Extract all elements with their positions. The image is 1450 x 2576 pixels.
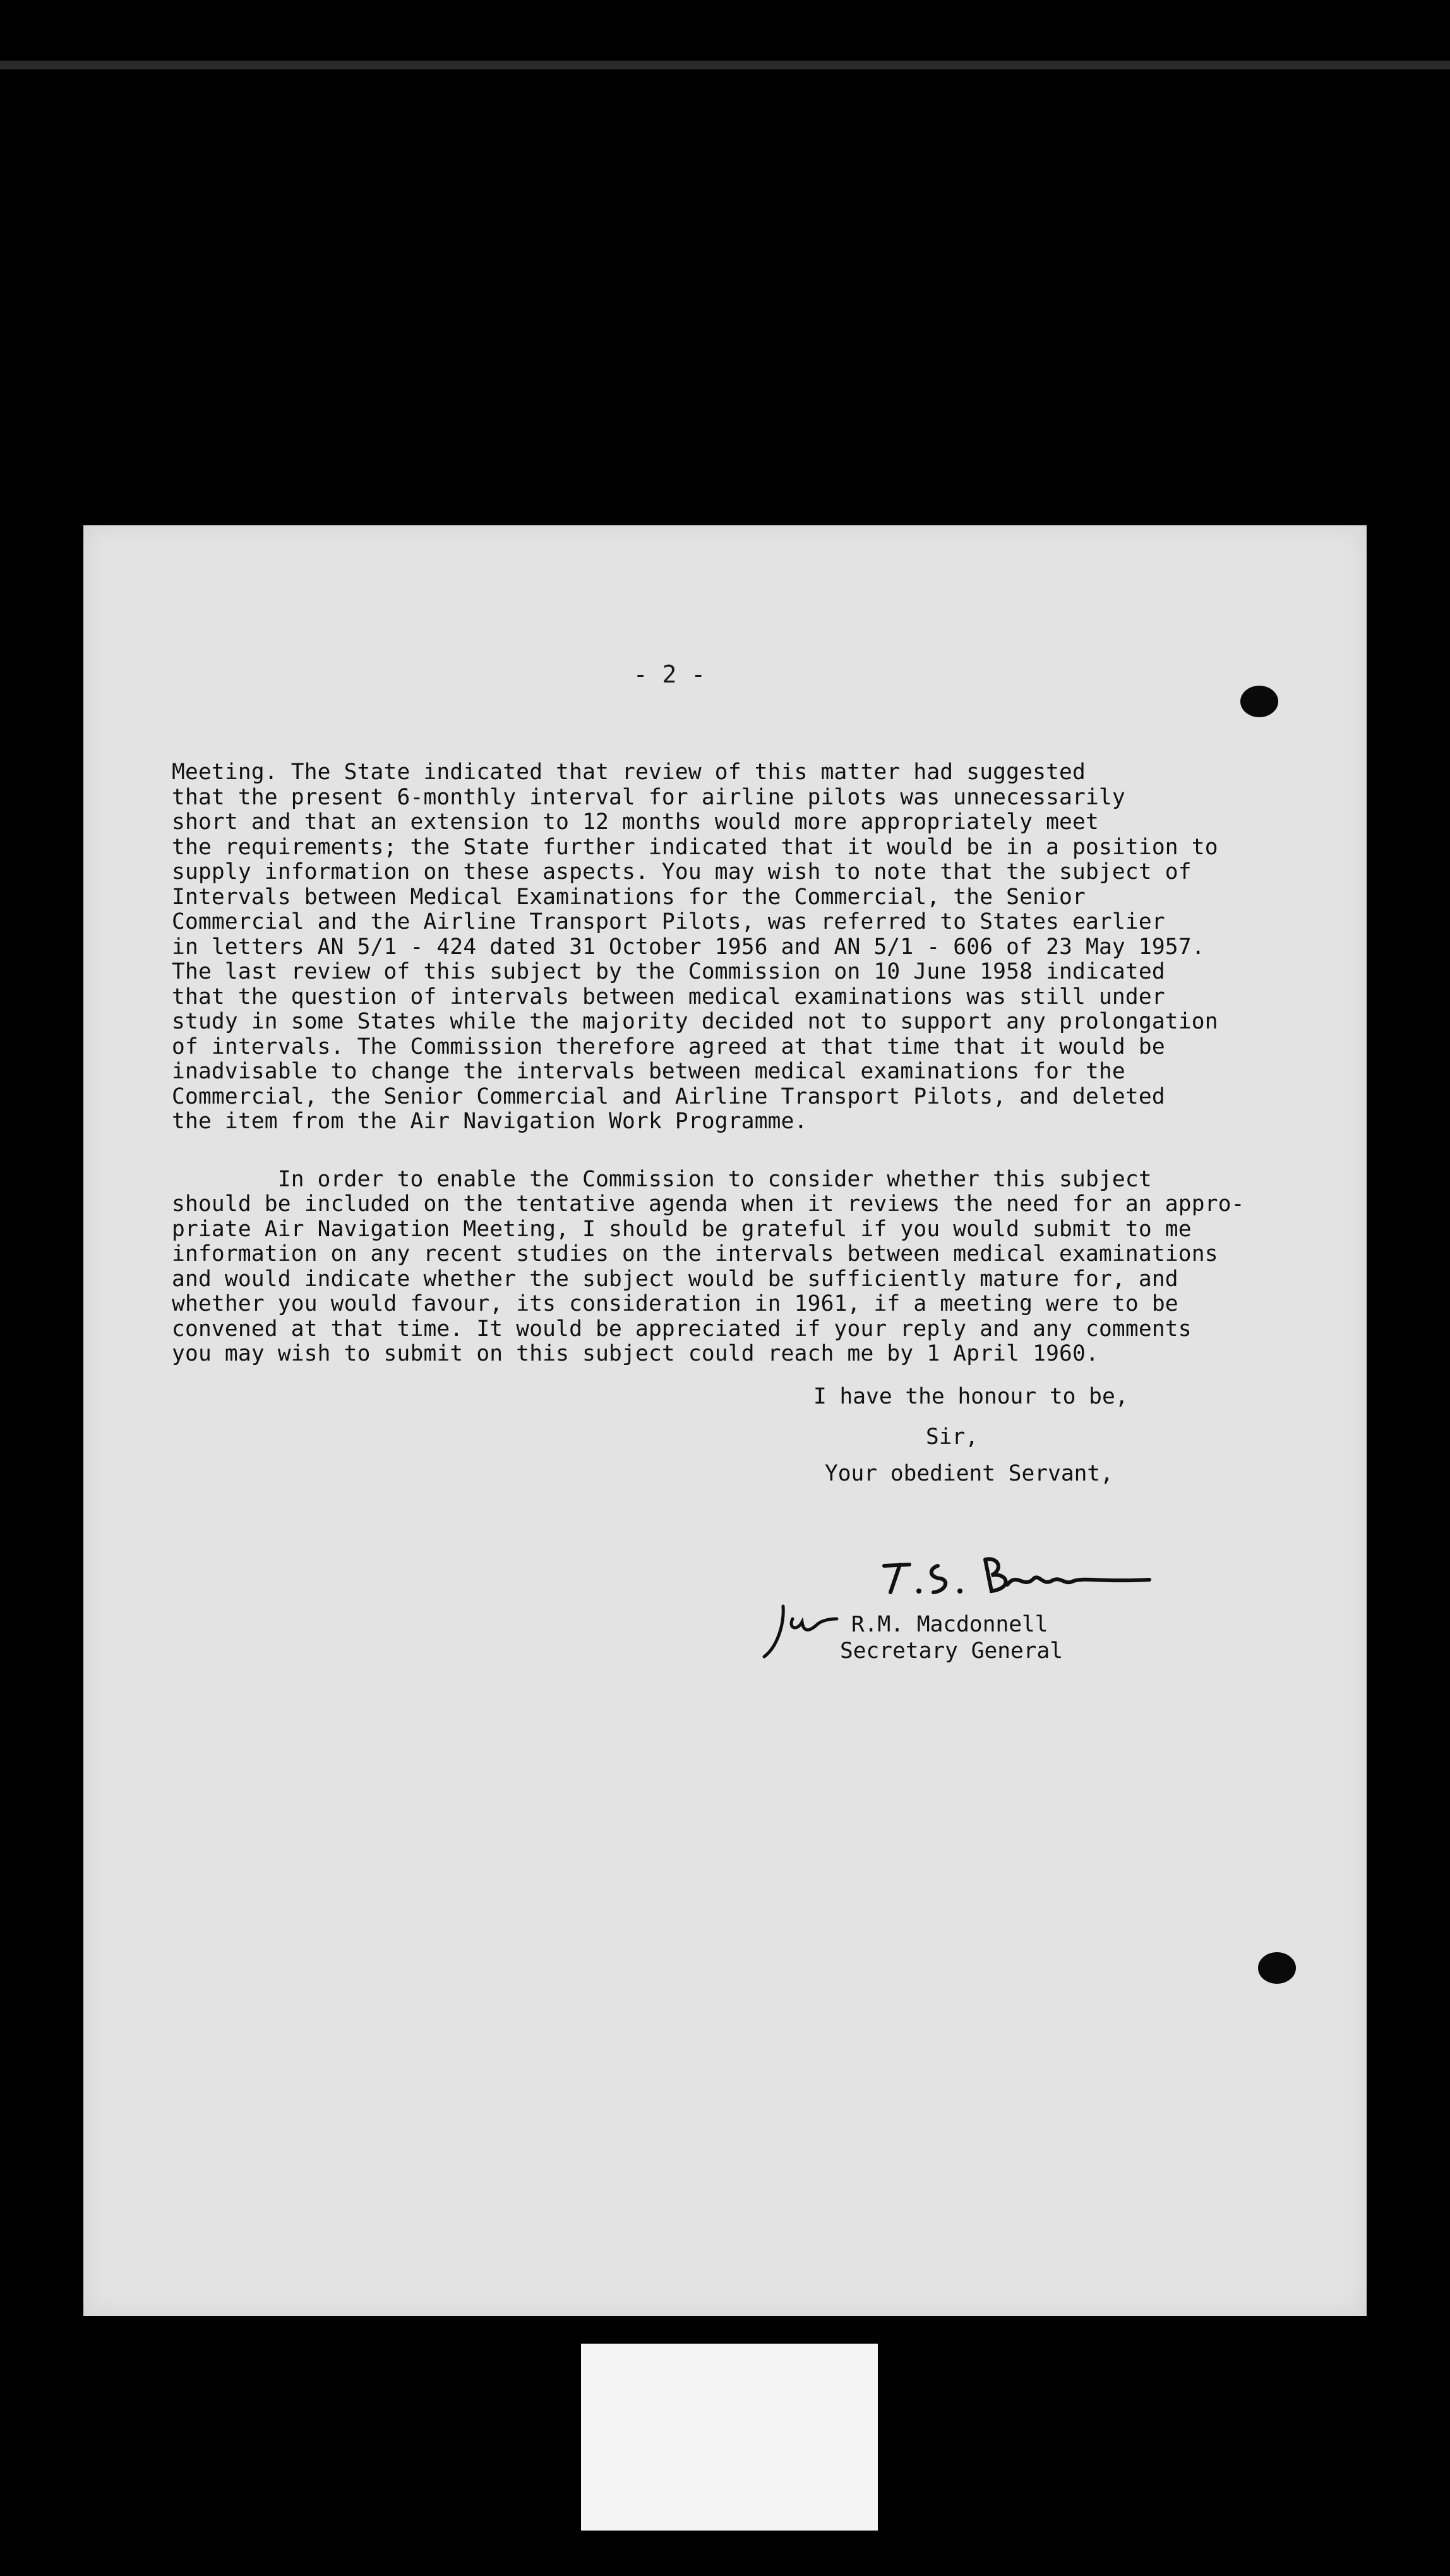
punch-hole-top — [1240, 686, 1278, 717]
text-line: that the question of intervals between medical examinations was still under — [172, 984, 1165, 1010]
text-line: Commercial, the Senior Commercial and Airline Transport Pilots, and deleted — [172, 1083, 1165, 1109]
text-line: Meeting. The State indicated that review of this matter had suggested — [172, 760, 1086, 785]
handwritten-initials — [758, 1594, 840, 1663]
paragraph-2 — [172, 1166, 1245, 1367]
text-line: that the present 6-monthly interval for airline pilots was unnecessarily — [172, 784, 1125, 810]
text-line: priate Air Navigation Meeting, I should be grateful if you would submit to me — [172, 1216, 1192, 1242]
letter-body — [172, 760, 1245, 1367]
signatory-title: Secretary General — [840, 1638, 1064, 1664]
text-line: should be included on the tentative agenda when it reviews the need for an appro- — [172, 1191, 1245, 1217]
text-line: Intervals between Medical Examinations for the Commercial, the Senior — [172, 884, 1086, 910]
signatory-name: R.M. Macdonnell — [851, 1612, 1048, 1637]
paragraph-1 — [172, 760, 1218, 1135]
text-line: of intervals. The Commission therefore agreed at that time that it would be — [172, 1034, 1165, 1059]
blank-label-card — [581, 2344, 878, 2531]
closing-line-2: Sir, — [926, 1424, 979, 1450]
text-line: inadvisable to change the intervals between medical examinations for the — [172, 1059, 1125, 1084]
text-line: whether you would favour, its consideration in 1961, if a meeting were to be — [172, 1291, 1178, 1316]
paragraph-gap — [172, 1135, 1207, 1167]
text-line: information on any recent studies on the intervals between medical examinations — [172, 1241, 1218, 1267]
text-line: The last review of this subject by the Commission on 10 June 1958 indicated — [172, 959, 1165, 984]
text-line: you may wish to submit on this subject could reach me by 1 April 1960. — [172, 1341, 1099, 1366]
text-line: short and that an extension to 12 months would more appropriately meet — [172, 809, 1099, 835]
page-number: - 2 - — [633, 660, 706, 688]
text-line: In order to enable the Commission to consider whether this subject — [172, 1166, 1152, 1192]
signatory-block — [840, 1611, 1063, 1664]
text-line: supply information on these aspects. You may wish to note that the subject of — [172, 859, 1192, 885]
closing-line-1: I have the honour to be, — [813, 1384, 1129, 1409]
punch-hole-bottom — [1258, 1952, 1296, 1984]
text-line: in letters AN 5/1 - 424 dated 31 October 1956 and AN 5/1 - 606 of 23 May 1957. — [172, 934, 1205, 960]
text-line: and would indicate whether the subject would be sufficiently mature for, and — [172, 1266, 1178, 1292]
handwritten-signature — [872, 1541, 1162, 1604]
text-line: the item from the Air Navigation Work Programme. — [172, 1109, 808, 1134]
text-line: convened at that time. It would be appreciated if your reply and any comments — [172, 1316, 1192, 1342]
closing-line-3: Your obedient Servant, — [825, 1461, 1113, 1486]
text-line: the requirements; the State further indicated that it would be in a position to — [172, 834, 1218, 860]
text-line: Commercial and the Airline Transport Pilots, was referred to States earlier — [172, 909, 1165, 934]
text-line: study in some States while the majority decided not to support any prolongation — [172, 1009, 1218, 1034]
film-top-band — [0, 61, 1450, 69]
